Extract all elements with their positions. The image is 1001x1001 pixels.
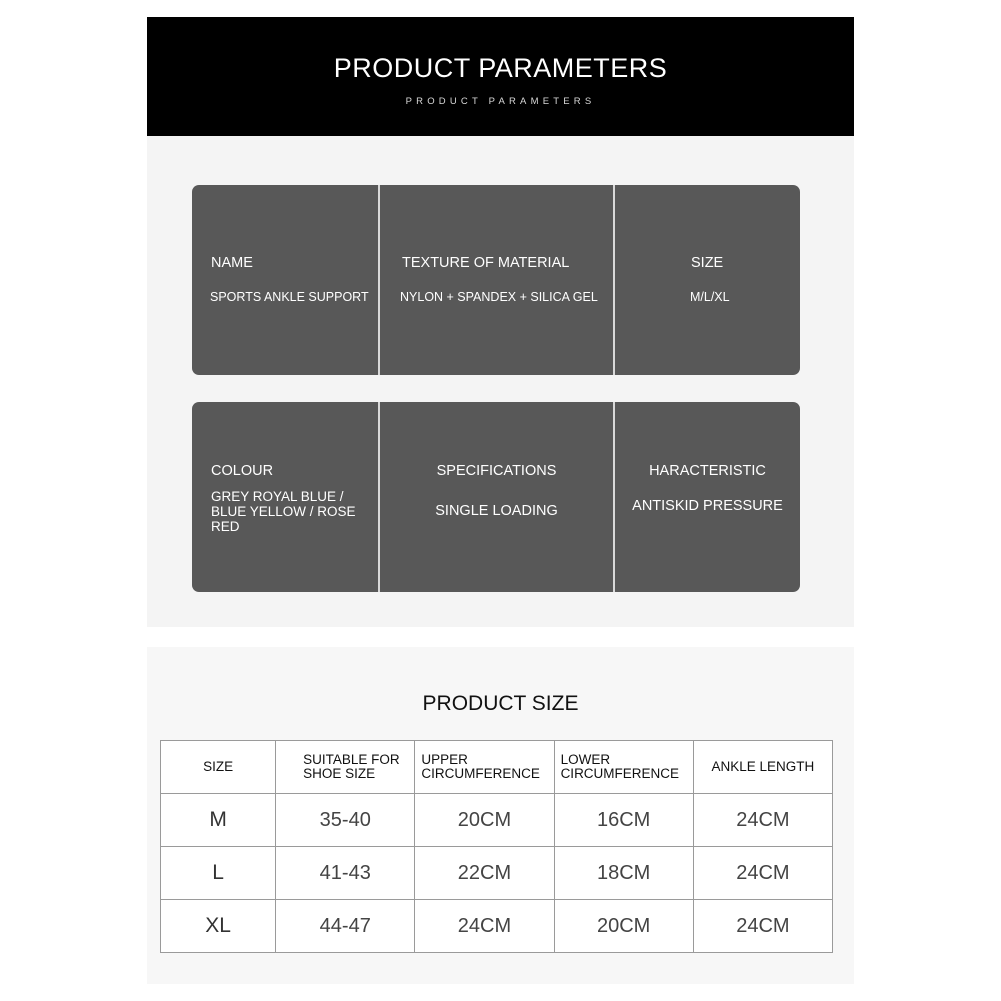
table-cell: 24CM [415, 900, 554, 953]
size-section-title: PRODUCT SIZE [422, 692, 579, 715]
table-cell: M [161, 794, 276, 847]
table-header-cell: ANKLE LENGTH [693, 741, 832, 794]
param-material-cell [378, 185, 613, 375]
size-table [160, 740, 833, 953]
table-header-cell: SIZE [161, 741, 276, 794]
table-cell: 24CM [693, 847, 832, 900]
param-value: ANTISKID PRESSURE [632, 498, 783, 514]
table-row [161, 900, 833, 953]
parameters-row-1 [192, 185, 800, 375]
table-row [161, 794, 833, 847]
table-cell: 20CM [415, 794, 554, 847]
param-value: NYLON + SPANDEX + SILICA GEL [400, 290, 598, 304]
table-row [161, 847, 833, 900]
table-cell: 18CM [554, 847, 693, 900]
param-value: GREY ROYAL BLUE / BLUE YELLOW / ROSE RED [211, 489, 356, 534]
param-label: SPECIFICATIONS [436, 463, 557, 479]
table-cell: 22CM [415, 847, 554, 900]
table-cell: L [161, 847, 276, 900]
param-size-cell [613, 185, 800, 375]
parameters-banner [147, 17, 854, 136]
table-cell: 16CM [554, 794, 693, 847]
param-label: TEXTURE OF MATERIAL [402, 255, 570, 271]
param-value: M/L/XL [690, 290, 730, 304]
table-header-cell: UPPER CIRCUMFERENCE [415, 741, 554, 794]
table-cell: 20CM [554, 900, 693, 953]
size-table-header-row [161, 741, 833, 794]
banner-subtitle: PRODUCT PARAMETERS [405, 96, 596, 107]
table-cell: 24CM [693, 794, 832, 847]
param-label: COLOUR [211, 463, 274, 479]
table-cell: 44-47 [276, 900, 415, 953]
param-colour-cell [192, 402, 378, 592]
table-cell: 41-43 [276, 847, 415, 900]
param-label: SIZE [691, 255, 724, 271]
param-label: HARACTERISTIC [649, 463, 766, 479]
parameters-section [147, 136, 854, 627]
parameters-row-2 [192, 402, 800, 592]
param-value: SINGLE LOADING [435, 503, 558, 519]
param-label: NAME [211, 255, 253, 271]
table-cell: 24CM [693, 900, 832, 953]
param-characteristic-cell [613, 402, 800, 592]
table-cell: XL [161, 900, 276, 953]
param-name-cell [192, 185, 378, 375]
table-header-cell: LOWER CIRCUMFERENCE [554, 741, 693, 794]
param-specifications-cell [378, 402, 613, 592]
table-cell: 35-40 [276, 794, 415, 847]
param-value: SPORTS ANKLE SUPPORT [210, 290, 369, 304]
banner-title: PRODUCT PARAMETERS [333, 53, 668, 83]
size-section [147, 647, 854, 984]
table-header-cell: SUITABLE FOR SHOE SIZE [276, 741, 415, 794]
